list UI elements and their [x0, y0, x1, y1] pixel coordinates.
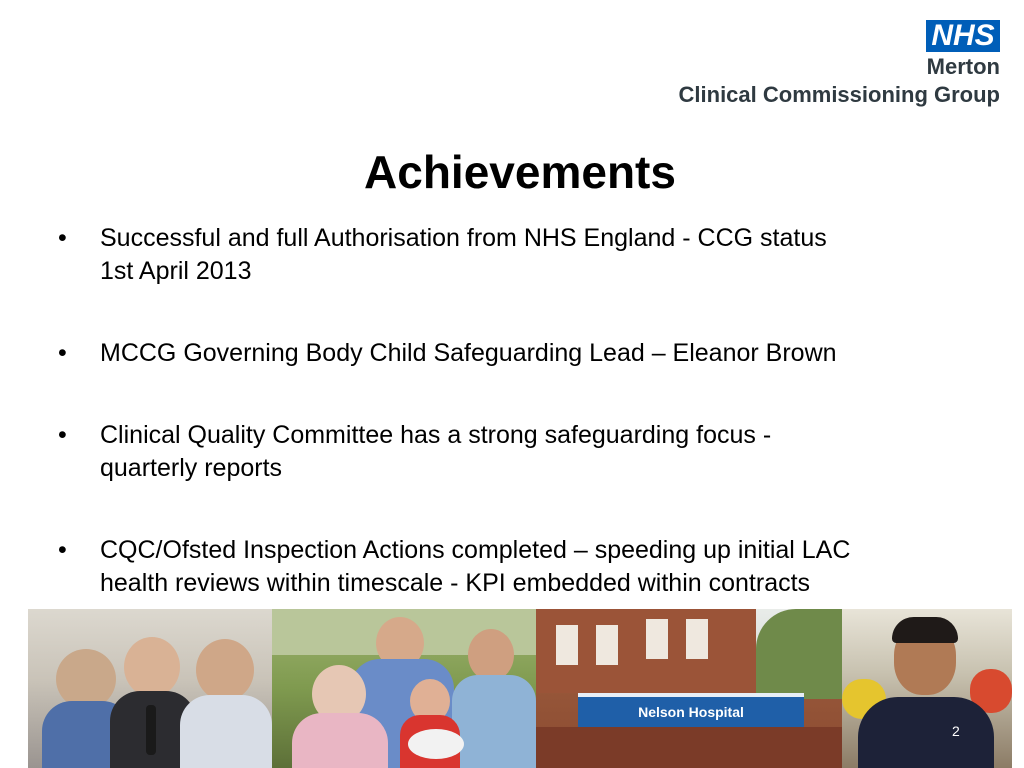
photo-panel-market: [842, 609, 1012, 768]
bullet-line: health reviews within timescale - KPI embedded within contracts: [100, 569, 811, 597]
bullet-list: [56, 222, 976, 600]
bullet-symbol: •: [58, 224, 67, 252]
bullet-item: [56, 419, 976, 485]
nhs-logo-mark: NHS: [926, 20, 1000, 52]
bullet-line: 1st April 2013: [100, 257, 252, 285]
org-name: Merton: [926, 54, 1000, 79]
bullet-line: quarterly reports: [100, 454, 283, 482]
bullet-line: CQC/Ofsted Inspection Actions completed – speeding up initial LAC: [100, 536, 851, 564]
bullet-item: [56, 337, 976, 370]
bullet-line: Successful and full Authorisation from NHS England - CCG status: [100, 224, 827, 252]
photo-strip: [28, 609, 1012, 768]
nhs-logo: [640, 20, 1000, 112]
bullet-symbol: •: [58, 421, 67, 449]
org-subtitle: Clinical Commissioning Group: [678, 82, 1000, 107]
bullet-item: [56, 222, 976, 288]
photo-panel-hospital: [536, 609, 842, 768]
bullet-symbol: •: [58, 339, 67, 367]
photo-panel-family: [272, 609, 536, 768]
bullet-symbol: •: [58, 536, 67, 564]
bullet-line: Clinical Quality Committee has a strong safeguarding focus -: [100, 421, 772, 449]
photo-panel-meeting: [28, 609, 272, 768]
hospital-sign: Nelson Hospital: [578, 693, 804, 727]
bullet-line: MCCG Governing Body Child Safeguarding Lead – Eleanor Brown: [100, 339, 837, 367]
slide-title: Achievements: [364, 146, 676, 198]
bullet-item: [56, 534, 976, 600]
page-number: 2: [952, 723, 960, 739]
